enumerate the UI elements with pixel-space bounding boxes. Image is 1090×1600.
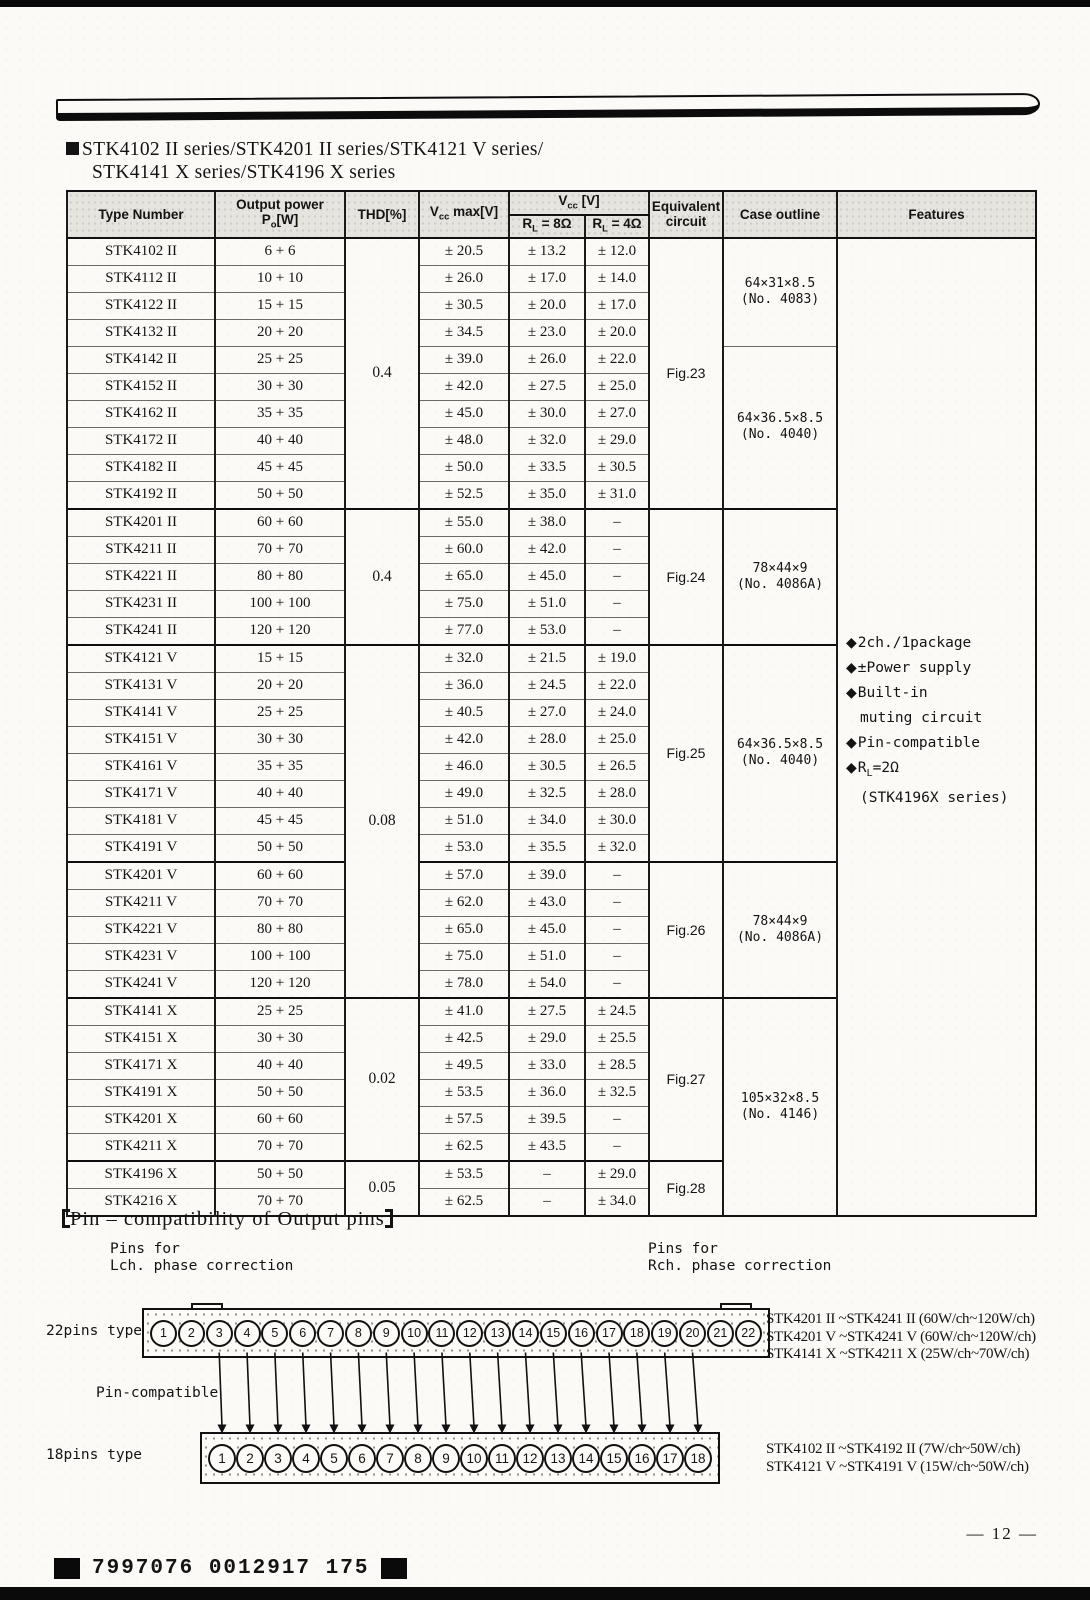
spec-cell: STK4132 II	[67, 319, 215, 346]
spec-cell: ± 19.0	[585, 645, 649, 673]
spec-cell: 100 + 100	[215, 590, 345, 617]
pin-11: 11	[428, 1320, 455, 1347]
spec-table	[66, 190, 1035, 1217]
spec-cell: ± 27.5	[509, 998, 585, 1026]
spec-cell: ± 28.5	[585, 1052, 649, 1079]
spec-cell: STK4231 II	[67, 590, 215, 617]
spec-cell: 40 + 40	[215, 1052, 345, 1079]
spec-cell: 105×32×8.5 (No. 4146)	[723, 998, 837, 1216]
spec-cell: 78×44×9 (No. 4086A)	[723, 509, 837, 645]
spec-cell: STK4122 II	[67, 292, 215, 319]
spec-cell: –	[585, 1133, 649, 1161]
spec-cell: ± 29.0	[585, 1161, 649, 1189]
spec-cell: 50 + 50	[215, 1161, 345, 1189]
spec-cell: –	[585, 862, 649, 890]
spec-cell: ± 75.0	[419, 590, 509, 617]
scan-top-edge	[0, 0, 1090, 7]
spec-row	[67, 238, 1036, 266]
code-start-square-icon	[54, 1558, 80, 1579]
spec-cell: ± 20.5	[419, 238, 509, 266]
col-header-type-number: Type Number	[67, 191, 215, 238]
pin-12: 12	[456, 1320, 483, 1347]
spec-cell: 70 + 70	[215, 1188, 345, 1216]
spec-cell: ± 30.5	[585, 454, 649, 481]
spec-cell: STK4192 II	[67, 481, 215, 509]
spec-cell: 70 + 70	[215, 536, 345, 563]
spec-cell: ± 12.0	[585, 238, 649, 266]
title-line2: STK4141 X series/STK4196 X series	[92, 162, 396, 183]
title-line1: STK4102 II series/STK4201 II series/STK4121 V series/	[82, 139, 544, 160]
spec-cell: 25 + 25	[215, 346, 345, 373]
spec-cell: STK4216 X	[67, 1188, 215, 1216]
pin-18: 18	[684, 1444, 712, 1473]
spec-cell: ± 77.0	[419, 617, 509, 645]
spec-cell: –	[585, 509, 649, 537]
spec-cell: STK4241 V	[67, 970, 215, 998]
spec-cell: ± 42.5	[419, 1025, 509, 1052]
col-header-equivalent-circuit: Equivalent circuit	[649, 191, 723, 238]
spec-cell: ± 24.5	[509, 672, 585, 699]
col-header-rl4: $R_L = 4\Omega$	[585, 215, 649, 238]
spec-cell: ± 42.0	[509, 536, 585, 563]
spec-cell: ± 35.5	[509, 834, 585, 862]
spec-cell: Fig.28	[649, 1161, 723, 1216]
spec-cell: Fig.25	[649, 645, 723, 862]
spec-cell: ± 28.0	[509, 726, 585, 753]
lch-phase-label: Pins for Lch. phase correction	[110, 1241, 294, 1274]
pin-9: 9	[432, 1444, 460, 1473]
spec-cell: 40 + 40	[215, 780, 345, 807]
spec-cell: STK4181 V	[67, 807, 215, 834]
spec-cell: ± 53.0	[509, 617, 585, 645]
spec-cell: ± 30.5	[509, 753, 585, 780]
spec-cell: STK4152 II	[67, 373, 215, 400]
series-range-annotation: STK4141 X ~STK4211 X (25W/ch~70W/ch)	[766, 1346, 1030, 1362]
spec-cell: 70 + 70	[215, 1133, 345, 1161]
spec-cell: ± 25.0	[585, 726, 649, 753]
pin-section-title: Pin – compatibility of Output pins	[62, 1208, 393, 1231]
spec-cell: ± 32.5	[509, 780, 585, 807]
spec-cell: ± 30.0	[509, 400, 585, 427]
spec-cell: 80 + 80	[215, 563, 345, 590]
spec-cell: ± 53.5	[419, 1079, 509, 1106]
spec-cell: 0.02	[345, 998, 419, 1161]
spec-cell: ± 30.0	[585, 807, 649, 834]
spec-cell: ± 29.0	[509, 1025, 585, 1052]
spec-cell: ± 65.0	[419, 916, 509, 943]
spec-cell: STK4231 V	[67, 943, 215, 970]
spec-cell: ± 22.0	[585, 672, 649, 699]
spec-cell: STK4211 X	[67, 1133, 215, 1161]
spec-cell: STK4102 II	[67, 238, 215, 266]
spec-cell: 25 + 25	[215, 998, 345, 1026]
diamond-bullet-icon: ◆	[846, 684, 857, 701]
spec-cell: –	[585, 590, 649, 617]
pin-7: 7	[376, 1444, 404, 1473]
features-list	[838, 631, 1035, 811]
spec-cell: ± 26.0	[509, 346, 585, 373]
spec-cell: 45 + 45	[215, 807, 345, 834]
pin-4: 4	[234, 1320, 261, 1347]
pin-21: 21	[707, 1320, 734, 1347]
col-header-rl8: $R_L = 8\Omega$	[509, 215, 585, 238]
spec-cell: 60 + 60	[215, 509, 345, 537]
spec-cell: 60 + 60	[215, 862, 345, 890]
spec-cell: ± 29.0	[585, 427, 649, 454]
spec-cell: ± 33.5	[509, 454, 585, 481]
pin-15: 15	[600, 1444, 628, 1473]
spec-cell: ± 26.0	[419, 265, 509, 292]
spec-cell: ± 22.0	[585, 346, 649, 373]
diamond-bullet-icon: ◆	[846, 734, 857, 751]
pin-1: 1	[208, 1444, 236, 1473]
spec-cell: ± 49.5	[419, 1052, 509, 1079]
spec-cell: STK4171 V	[67, 780, 215, 807]
spec-cell: 30 + 30	[215, 726, 345, 753]
scan-bottom-edge	[0, 1587, 1090, 1600]
spec-cell: STK4201 X	[67, 1106, 215, 1133]
spec-cell: Fig.27	[649, 998, 723, 1161]
col-header-thd: THD[%]	[345, 191, 419, 238]
spec-cell: –	[585, 536, 649, 563]
spec-cell: –	[509, 1161, 585, 1189]
spec-cell: STK4241 II	[67, 617, 215, 645]
spec-cell: ± 45.0	[509, 916, 585, 943]
spec-cell: ± 39.0	[419, 346, 509, 373]
spec-cell: Fig.23	[649, 238, 723, 509]
spec-cell: ± 31.0	[585, 481, 649, 509]
spec-cell: ± 24.5	[585, 998, 649, 1026]
label-22pins-type: 22pins type	[46, 1323, 143, 1339]
spec-cell: –	[585, 943, 649, 970]
spec-cell: 120 + 120	[215, 970, 345, 998]
spec-cell: ± 20.0	[509, 292, 585, 319]
spec-cell: 0.05	[345, 1161, 419, 1216]
label-18pins-type: 18pins type	[46, 1447, 143, 1463]
col-header-features: Features	[837, 191, 1036, 238]
spec-cell: STK4221 II	[67, 563, 215, 590]
spec-cell: STK4172 II	[67, 427, 215, 454]
spec-cell: ± 14.0	[585, 265, 649, 292]
spec-cell: STK4162 II	[67, 400, 215, 427]
page-number: — 12 —	[966, 1524, 1038, 1543]
spec-cell: 70 + 70	[215, 889, 345, 916]
spec-cell: 0.4	[345, 238, 419, 509]
spec-cell: ± 34.0	[509, 807, 585, 834]
spec-cell: ± 78.0	[419, 970, 509, 998]
spec-cell: ± 55.0	[419, 509, 509, 537]
series-range-annotation: STK4102 II ~STK4192 II (7W/ch~50W/ch)	[766, 1441, 1021, 1457]
annotations-18pins	[766, 1441, 1029, 1476]
spec-cell: ± 65.0	[419, 563, 509, 590]
spec-cell: STK4196 X	[67, 1161, 215, 1189]
spec-cell: ± 32.0	[585, 834, 649, 862]
pin-13: 13	[484, 1320, 511, 1347]
spec-cell: Fig.24	[649, 509, 723, 645]
spec-cell: STK4201 V	[67, 862, 215, 890]
spec-cell: ± 53.5	[419, 1161, 509, 1189]
spec-cell: 64×36.5×8.5 (No. 4040)	[723, 645, 837, 862]
pin-20: 20	[679, 1320, 706, 1347]
spec-cell: ± 26.5	[585, 753, 649, 780]
spec-cell: 64×31×8.5 (No. 4083)	[723, 238, 837, 347]
spec-cell: STK4151 X	[67, 1025, 215, 1052]
spec-cell: ± 45.0	[509, 563, 585, 590]
spec-cell: ± 20.0	[585, 319, 649, 346]
feature-item: ◆2ch./1package	[846, 634, 972, 651]
spec-cell: ± 25.5	[585, 1025, 649, 1052]
col-header-vcc-max: $V_{cc}$ max[V]	[419, 191, 509, 238]
pin-10: 10	[460, 1444, 488, 1473]
spec-cell: ± 41.0	[419, 998, 509, 1026]
spec-cell: 6 + 6	[215, 238, 345, 266]
spec-cell: STK4201 II	[67, 509, 215, 537]
spec-cell: ± 34.0	[585, 1188, 649, 1216]
spec-cell: ± 43.0	[509, 889, 585, 916]
pin-10: 10	[401, 1320, 428, 1347]
rch-phase-label: Pins for Rch. phase correction	[648, 1241, 832, 1274]
spec-cell: ± 62.5	[419, 1188, 509, 1216]
spec-cell: ± 36.0	[509, 1079, 585, 1106]
square-bullet-icon	[66, 142, 79, 155]
spec-cell: 0.4	[345, 509, 419, 645]
spec-cell: STK4142 II	[67, 346, 215, 373]
series-range-annotation: STK4121 V ~STK4191 V (15W/ch~50W/ch)	[766, 1458, 1029, 1475]
spec-cell: ± 62.5	[419, 1133, 509, 1161]
spec-cell: ± 52.5	[419, 481, 509, 509]
spec-cell: ± 40.5	[419, 699, 509, 726]
spec-cell: ± 13.2	[509, 238, 585, 266]
pin-22: 22	[735, 1320, 762, 1347]
spec-cell: STK4131 V	[67, 672, 215, 699]
pin-box-18	[200, 1432, 720, 1484]
spec-cell: –	[509, 1188, 585, 1216]
spec-cell: –	[585, 970, 649, 998]
pin-7: 7	[317, 1320, 344, 1347]
pin-3: 3	[206, 1320, 233, 1347]
spec-cell: ± 51.0	[509, 590, 585, 617]
spec-cell: 80 + 80	[215, 916, 345, 943]
pin-2: 2	[178, 1320, 205, 1347]
spec-cell: ± 57.0	[419, 862, 509, 890]
spec-cell: ± 50.0	[419, 454, 509, 481]
spec-cell: Fig.26	[649, 862, 723, 998]
spec-cell: ± 32.0	[509, 427, 585, 454]
pin-16: 16	[628, 1444, 656, 1473]
spec-cell: 100 + 100	[215, 943, 345, 970]
spec-cell: 20 + 20	[215, 319, 345, 346]
pin-16: 16	[568, 1320, 595, 1347]
pin-14: 14	[512, 1320, 539, 1347]
spec-cell: STK4141 V	[67, 699, 215, 726]
spec-cell: ± 43.5	[509, 1133, 585, 1161]
pin-17: 17	[656, 1444, 684, 1473]
spec-cell: 15 + 15	[215, 645, 345, 673]
pin-5: 5	[320, 1444, 348, 1473]
spec-table-body	[67, 238, 1036, 1216]
spec-cell: ± 17.0	[509, 265, 585, 292]
pin-9: 9	[373, 1320, 400, 1347]
pin-2: 2	[236, 1444, 264, 1473]
feature-item: ◆Built-in	[846, 684, 928, 701]
feature-item: muting circuit	[860, 709, 983, 726]
pin-15: 15	[540, 1320, 567, 1347]
spec-cell: STK4211 II	[67, 536, 215, 563]
spec-cell: ± 46.0	[419, 753, 509, 780]
spec-cell: 10 + 10	[215, 265, 345, 292]
pin-8: 8	[345, 1320, 372, 1347]
spec-cell: ± 23.0	[509, 319, 585, 346]
spec-cell: 35 + 35	[215, 400, 345, 427]
col-header-output-power: Output power $P_o[W]$	[215, 191, 345, 238]
spec-cell: STK4191 X	[67, 1079, 215, 1106]
pin-8: 8	[404, 1444, 432, 1473]
pin-14: 14	[572, 1444, 600, 1473]
feature-item: ◆Pin-compatible	[846, 734, 981, 751]
pin-diagram	[0, 1195, 1090, 1495]
spec-cell: –	[585, 1106, 649, 1133]
spec-cell: 120 + 120	[215, 617, 345, 645]
spec-cell: ± 60.0	[419, 536, 509, 563]
pin-11: 11	[488, 1444, 516, 1473]
spec-cell: ± 28.0	[585, 780, 649, 807]
spec-cell: STK4112 II	[67, 265, 215, 292]
spec-cell: ± 33.0	[509, 1052, 585, 1079]
spec-cell: ± 42.0	[419, 726, 509, 753]
spec-cell: –	[585, 617, 649, 645]
spec-cell: 25 + 25	[215, 699, 345, 726]
spec-cell: ± 35.0	[509, 481, 585, 509]
spec-cell: –	[585, 916, 649, 943]
spec-cell: 50 + 50	[215, 1079, 345, 1106]
spec-cell: 78×44×9 (No. 4086A)	[723, 862, 837, 998]
spec-cell: STK4141 X	[67, 998, 215, 1026]
diamond-bullet-icon: ◆	[846, 659, 857, 676]
spec-cell: 15 + 15	[215, 292, 345, 319]
spec-cell: 30 + 30	[215, 1025, 345, 1052]
series-range-annotation: STK4201 V ~STK4241 V (60W/ch~120W/ch)	[766, 1328, 1036, 1345]
series-range-annotation: STK4201 II ~STK4241 II (60W/ch~120W/ch)	[766, 1311, 1035, 1327]
spec-cell	[837, 238, 1036, 1216]
spec-cell: –	[585, 889, 649, 916]
spec-cell: ± 45.0	[419, 400, 509, 427]
spec-cell: ± 32.0	[419, 645, 509, 673]
spec-cell: ± 36.0	[419, 672, 509, 699]
pin-4: 4	[292, 1444, 320, 1473]
spec-cell: ± 39.5	[509, 1106, 585, 1133]
spec-cell: 45 + 45	[215, 454, 345, 481]
spec-cell: ± 49.0	[419, 780, 509, 807]
feature-item: (STK4196X series)	[860, 789, 1009, 806]
spec-cell: ± 30.5	[419, 292, 509, 319]
spec-cell: ± 34.5	[419, 319, 509, 346]
spec-cell: –	[585, 563, 649, 590]
code-digits: 7997076 0012917 175	[92, 1556, 370, 1580]
spec-cell: 40 + 40	[215, 427, 345, 454]
spec-cell: ± 54.0	[509, 970, 585, 998]
feature-item: $◆R_L=2\Omega$	[846, 759, 899, 779]
col-header-case-outline: Case outline	[723, 191, 837, 238]
spec-cell: 0.08	[345, 645, 419, 998]
code-end-square-icon	[381, 1558, 407, 1579]
pin-13: 13	[544, 1444, 572, 1473]
spec-cell: 50 + 50	[215, 834, 345, 862]
spec-cell: ± 21.5	[509, 645, 585, 673]
spec-cell: ± 27.0	[585, 400, 649, 427]
spec-cell: ± 25.0	[585, 373, 649, 400]
pin-1: 1	[150, 1320, 177, 1347]
feature-item: ◆±Power supply	[846, 659, 972, 676]
spec-cell: ± 27.0	[509, 699, 585, 726]
spec-cell: ± 38.0	[509, 509, 585, 537]
pin-6: 6	[348, 1444, 376, 1473]
spec-cell: STK4171 X	[67, 1052, 215, 1079]
spec-cell: ± 75.0	[419, 943, 509, 970]
pin-3: 3	[264, 1444, 292, 1473]
col-header-vcc: $V_{cc}$ [V]	[509, 191, 649, 215]
spec-cell: 20 + 20	[215, 672, 345, 699]
spec-cell: STK4191 V	[67, 834, 215, 862]
spec-cell: ± 32.5	[585, 1079, 649, 1106]
spec-cell: STK4151 V	[67, 726, 215, 753]
pin-6: 6	[289, 1320, 316, 1347]
spec-cell: ± 24.0	[585, 699, 649, 726]
document-code-line	[54, 1556, 407, 1580]
spec-cell: 35 + 35	[215, 753, 345, 780]
spec-cell: ± 39.0	[509, 862, 585, 890]
spec-cell: 60 + 60	[215, 1106, 345, 1133]
spec-cell: STK4182 II	[67, 454, 215, 481]
spec-cell: ± 51.0	[509, 943, 585, 970]
page-title	[66, 138, 543, 184]
pin-18: 18	[623, 1320, 650, 1347]
spec-cell: STK4211 V	[67, 889, 215, 916]
spec-cell: ± 62.0	[419, 889, 509, 916]
spec-cell: ± 57.5	[419, 1106, 509, 1133]
spec-cell: STK4221 V	[67, 916, 215, 943]
spec-cell: 50 + 50	[215, 481, 345, 509]
spec-cell: STK4161 V	[67, 753, 215, 780]
pin-compatible-label: Pin-compatible	[96, 1385, 219, 1401]
spec-cell: ± 17.0	[585, 292, 649, 319]
spec-cell: ± 48.0	[419, 427, 509, 454]
spec-cell: ± 53.0	[419, 834, 509, 862]
header-divider-rule	[56, 93, 1040, 121]
pin-17: 17	[596, 1320, 623, 1347]
diamond-bullet-icon: ◆	[846, 634, 857, 651]
spec-cell: ± 51.0	[419, 807, 509, 834]
diamond-bullet-icon: ◆	[846, 759, 857, 776]
spec-cell: 64×36.5×8.5 (No. 4040)	[723, 346, 837, 509]
pin-12: 12	[516, 1444, 544, 1473]
spec-cell: 30 + 30	[215, 373, 345, 400]
spec-cell: STK4121 V	[67, 645, 215, 673]
spec-cell: ± 42.0	[419, 373, 509, 400]
spec-cell: ± 27.5	[509, 373, 585, 400]
pin-19: 19	[651, 1320, 678, 1347]
pin-5: 5	[261, 1320, 288, 1347]
